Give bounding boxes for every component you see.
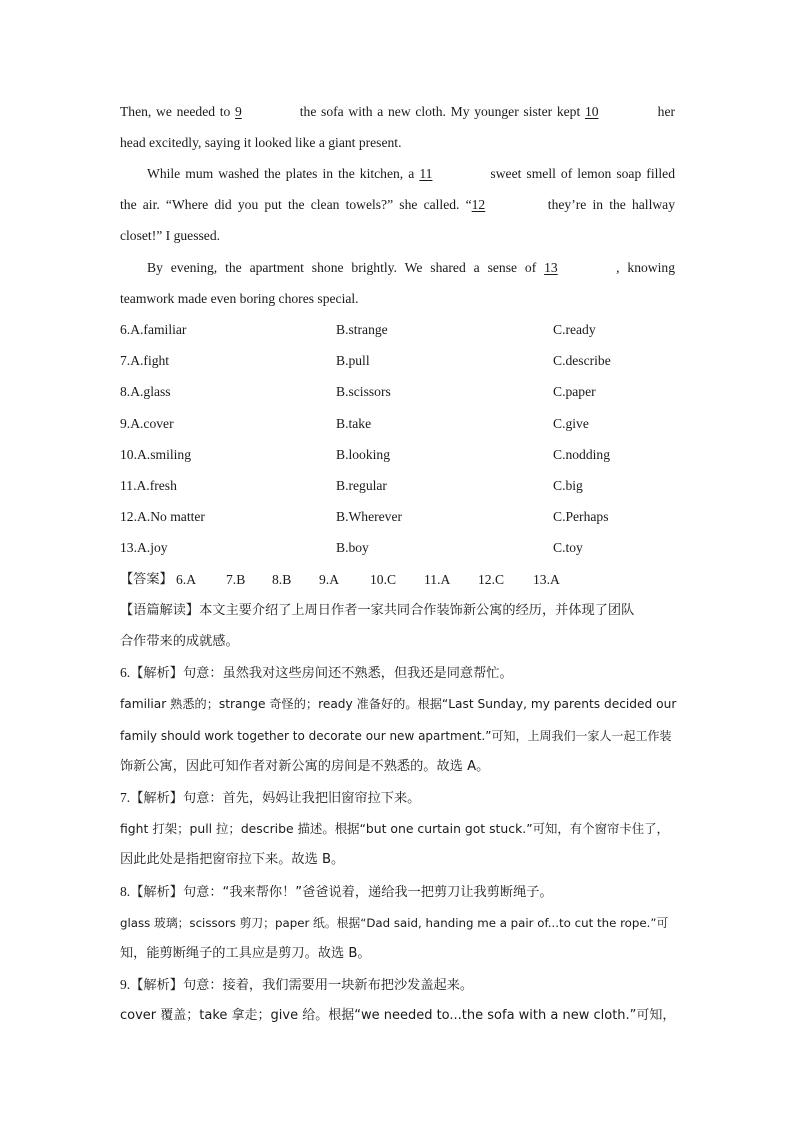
option-a: 13.A.joy bbox=[120, 540, 168, 555]
explanation-line: 饰新公寓，因此可知作者对新公寓的房间是不熟悉的。故选 A。 bbox=[120, 759, 490, 774]
passage-text: Then, we needed to bbox=[120, 104, 231, 119]
option-b: B.take bbox=[336, 416, 372, 431]
passage-line-1 bbox=[120, 102, 675, 122]
blank-12: 12 bbox=[471, 197, 486, 212]
answer-item: 7.B bbox=[226, 572, 246, 587]
option-c: C.describe bbox=[553, 353, 611, 368]
passage-text: her bbox=[657, 104, 675, 119]
option-a: 12.A.No matter bbox=[120, 509, 205, 524]
explanation-number: 8. bbox=[120, 884, 131, 899]
summary-text: 本文主要介绍了上周日作者一家共同合作装饰新公寓的经历，并体现了团队 bbox=[199, 603, 635, 618]
passage-line-4 bbox=[120, 195, 675, 215]
option-a: 11.A.fresh bbox=[120, 478, 177, 493]
passage-line-3 bbox=[120, 164, 675, 184]
passage-text: , knowing bbox=[616, 260, 675, 275]
explanation-heading bbox=[120, 882, 675, 903]
explanation-number: 9. bbox=[120, 977, 131, 992]
explanation-line: familiar 熟悉的；strange 奇怪的；ready 准备好的。根据“Last Sunday, my parents decided our bbox=[120, 697, 677, 711]
passage-line-5: closet!” I guessed. bbox=[120, 228, 221, 243]
option-b: B.looking bbox=[336, 447, 391, 462]
explanation-line: 知，能剪断绳子的工具应是剪刀。故选 B。 bbox=[120, 946, 371, 961]
answer-item: 8.B bbox=[272, 572, 292, 587]
summary-label: 【语篇解读】 bbox=[120, 603, 200, 618]
answer-item: 13.A bbox=[533, 572, 560, 587]
explanation-number: 6. bbox=[120, 665, 131, 680]
option-row bbox=[120, 351, 675, 371]
option-b: B.scissors bbox=[336, 384, 391, 399]
passage-line-2: head excitedly, saying it looked like a giant present. bbox=[120, 135, 402, 150]
answer-item: 9.A bbox=[319, 572, 340, 587]
option-row bbox=[120, 507, 675, 527]
explanation-label: 【解析】 bbox=[130, 885, 183, 900]
summary-line-2: 合作带来的成就感。 bbox=[120, 634, 239, 649]
option-b: B.strange bbox=[336, 322, 388, 337]
answer-item: 11.A bbox=[424, 572, 451, 587]
option-c: C.ready bbox=[553, 322, 596, 337]
explanation-line: glass 玻璃；scissors 剪刀；paper 纸。根据“Dad said, handing me a pair of...to cut the rope.”可 bbox=[120, 916, 669, 930]
explanation-sentence: 句意：首先，妈妈让我把旧窗帘拉下来。 bbox=[182, 791, 421, 806]
explanation-line: 因此此处是指把窗帘拉下来。故选 B。 bbox=[120, 852, 345, 867]
option-a: 8.A.glass bbox=[120, 384, 171, 399]
blank-10: 10 bbox=[584, 104, 599, 119]
blank-9: 9 bbox=[235, 104, 242, 119]
option-row bbox=[120, 414, 675, 434]
option-row bbox=[120, 445, 675, 465]
option-c: C.toy bbox=[553, 540, 583, 555]
passage-text: sweet smell of lemon soap filled bbox=[490, 166, 675, 181]
passage-text: the sofa with a new cloth. My younger sister kept bbox=[299, 104, 581, 119]
option-c: C.big bbox=[553, 478, 583, 493]
option-row bbox=[120, 382, 675, 402]
option-a: 6.A.familiar bbox=[120, 322, 187, 337]
option-a: 7.A.fight bbox=[120, 353, 170, 368]
passage-text: By evening, the apartment shone brightly. We shared a sense of bbox=[147, 260, 537, 275]
summary-line-1 bbox=[120, 601, 675, 621]
option-c: C.Perhaps bbox=[553, 509, 609, 524]
answer-item: 12.C bbox=[478, 572, 505, 587]
explanation-heading bbox=[120, 975, 675, 996]
explanation-line: fight 打架；pull 拉；describe 描述。根据“but one curtain got stuck.”可知，有个窗帘卡住了， bbox=[120, 821, 669, 836]
explanation-heading bbox=[120, 663, 675, 684]
explanation-sentence: 句意：虽然我对这些房间还不熟悉，但我还是同意帮忙。 bbox=[182, 666, 513, 681]
passage-text: they’re in the hallway bbox=[547, 197, 675, 212]
explanation-label: 【解析】 bbox=[130, 978, 183, 993]
answer-item: 6.A bbox=[176, 572, 197, 587]
option-c: C.paper bbox=[553, 384, 596, 399]
explanation-line: cover 覆盖；take 拿走；give 给。根据“we needed to...the sofa with a new cloth.”可知， bbox=[120, 1008, 676, 1023]
explanation-label: 【解析】 bbox=[130, 666, 183, 681]
option-a: 10.A.smiling bbox=[120, 447, 191, 462]
explanation-label: 【解析】 bbox=[130, 791, 183, 806]
option-row bbox=[120, 476, 675, 496]
explanation-sentence: 句意：接着，我们需要用一块新布把沙发盖起来。 bbox=[182, 978, 474, 993]
blank-13: 13 bbox=[544, 260, 558, 275]
option-c: C.give bbox=[553, 416, 589, 431]
explanation-heading bbox=[120, 788, 675, 809]
option-b: B.pull bbox=[336, 353, 370, 368]
answer-item: 10.C bbox=[370, 572, 397, 587]
explanation-number: 7. bbox=[120, 790, 131, 805]
option-row bbox=[120, 538, 675, 558]
answer-label: 【答案】 bbox=[120, 572, 173, 587]
option-b: B.Wherever bbox=[336, 509, 403, 524]
option-a: 9.A.cover bbox=[120, 416, 174, 431]
explanation-sentence: 句意：“我来帮你！”爸爸说着，递给我一把剪刀让我剪断绳子。 bbox=[182, 885, 553, 900]
passage-line-7: teamwork made even boring chores special. bbox=[120, 291, 359, 306]
blank-11: 11 bbox=[419, 166, 433, 181]
option-row bbox=[120, 320, 675, 340]
passage-text: the air. “Where did you put the clean towels?” she called. “ bbox=[120, 197, 472, 212]
explanation-line: family should work together to decorate our new apartment.”可知，上周我们一家人一起工作装 bbox=[120, 729, 672, 743]
option-b: B.regular bbox=[336, 478, 387, 493]
passage-text: While mum washed the plates in the kitchen, a bbox=[147, 166, 415, 181]
option-b: B.boy bbox=[336, 540, 369, 555]
passage-line-6 bbox=[120, 258, 675, 278]
answer-row bbox=[120, 570, 675, 590]
option-c: C.nodding bbox=[553, 447, 611, 462]
